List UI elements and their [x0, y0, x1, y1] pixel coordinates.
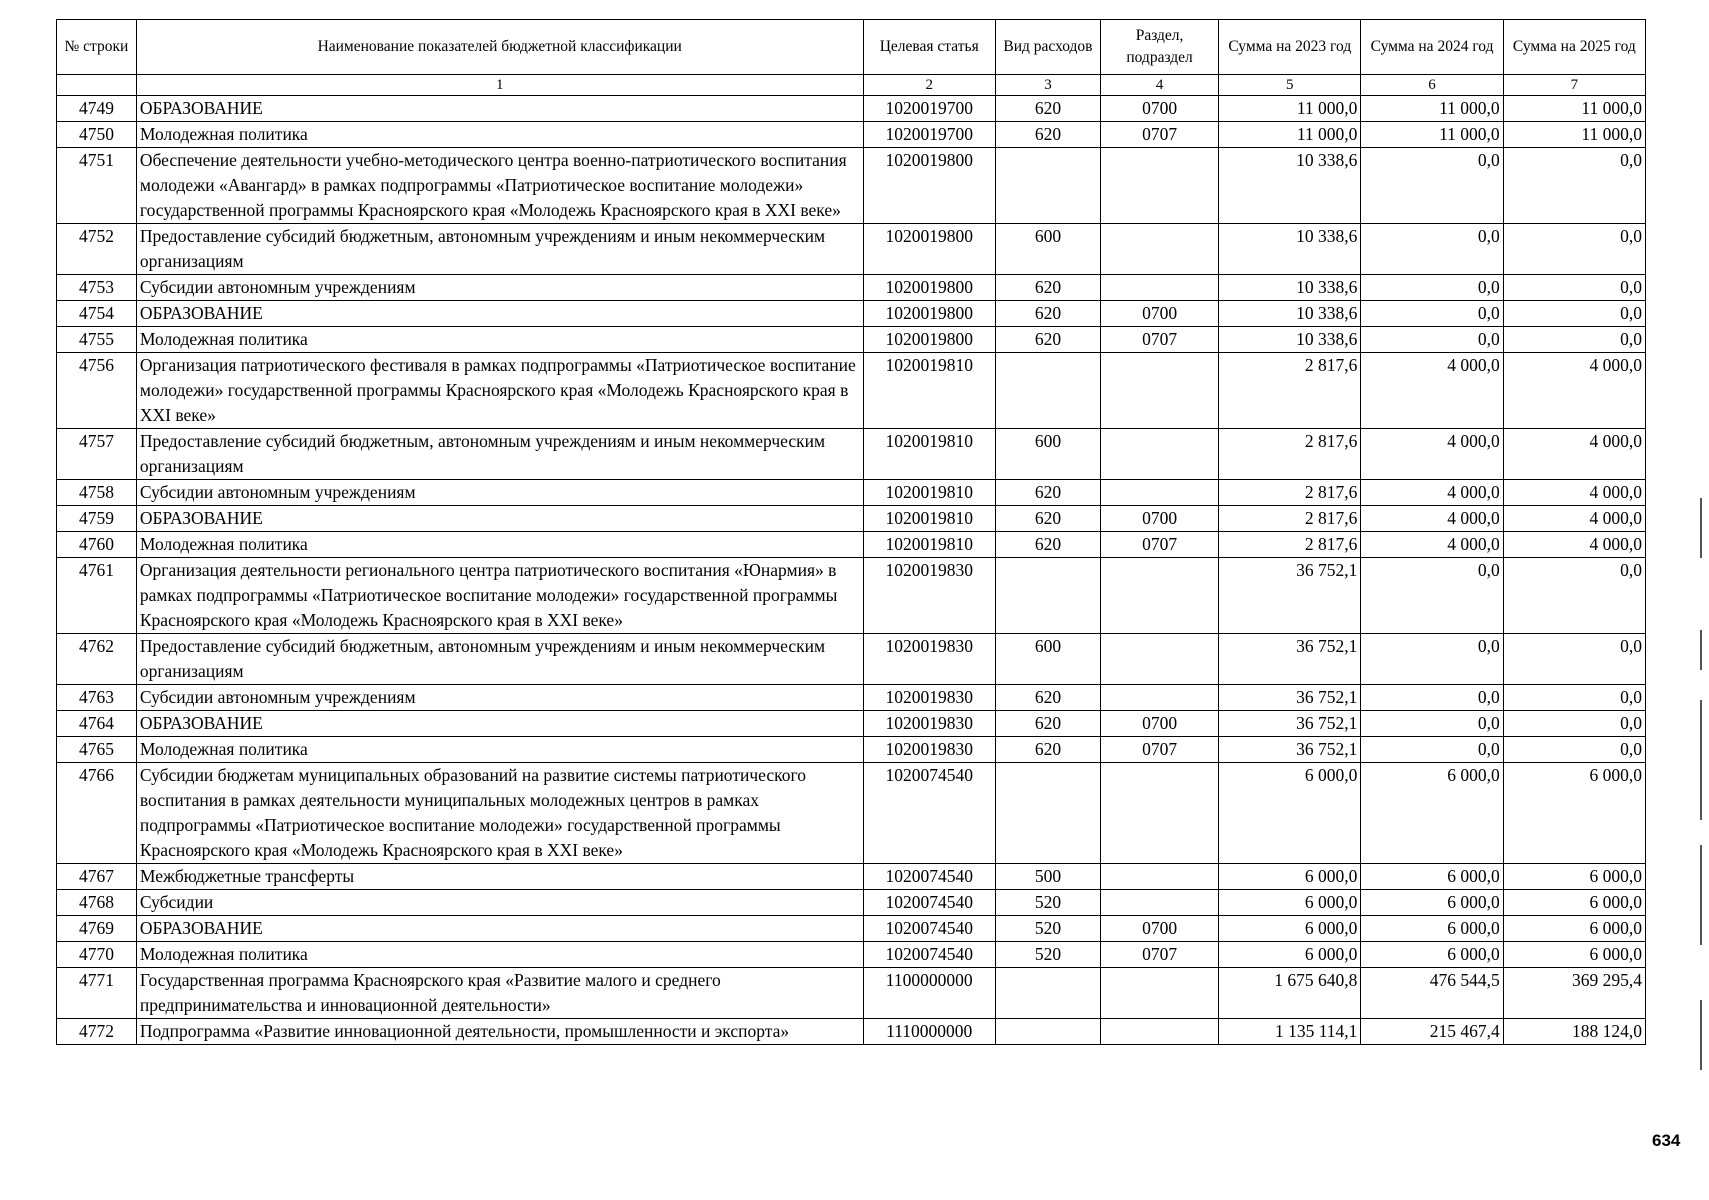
- header-name: Наименование показателей бюджетной классификации: [136, 20, 863, 75]
- table-row: [57, 506, 1646, 532]
- cell-expense-type: 500: [995, 864, 1100, 890]
- cell-target: 1020074540: [863, 890, 995, 916]
- cell-section: [1100, 634, 1218, 685]
- scan-margin-mark: [1700, 845, 1702, 945]
- cell-expense-type: 620: [995, 532, 1100, 558]
- cell-target: 1020019800: [863, 301, 995, 327]
- cell-name: ОБРАЗОВАНИЕ: [136, 916, 863, 942]
- cell-sum-2024: 0,0: [1361, 558, 1503, 634]
- cell-sum-2023: 36 752,1: [1219, 711, 1361, 737]
- cell-sum-2024: 11 000,0: [1361, 96, 1503, 122]
- cell-sum-2024: 0,0: [1361, 224, 1503, 275]
- cell-sum-2025: 11 000,0: [1503, 96, 1645, 122]
- table-row: [57, 301, 1646, 327]
- cell-sum-2025: 0,0: [1503, 224, 1645, 275]
- cell-target: 1020019800: [863, 327, 995, 353]
- cell-sum-2025: 4 000,0: [1503, 532, 1645, 558]
- cell-name: Предоставление субсидий бюджетным, автономным учреждениям и иным некоммерческим организациям: [136, 224, 863, 275]
- cell-expense-type: 620: [995, 685, 1100, 711]
- table-row: [57, 634, 1646, 685]
- cell-name: Субсидии автономным учреждениям: [136, 480, 863, 506]
- cell-name: Обеспечение деятельности учебно-методического центра военно-патриотического воспитания молодежи «Авангард» в рамках подпрограммы «Патриотическое воспитание молодежи» государственной программы Красноярского края «Молодежь Красноярского края в XXI веке»: [136, 148, 863, 224]
- cell-target: 1020074540: [863, 864, 995, 890]
- cell-sum-2023: 6 000,0: [1219, 890, 1361, 916]
- table-row: [57, 558, 1646, 634]
- cell-expense-type: [995, 1019, 1100, 1045]
- cell-sum-2025: 0,0: [1503, 275, 1645, 301]
- cell-name: Молодежная политика: [136, 122, 863, 148]
- cell-target: 1020019830: [863, 737, 995, 763]
- cell-sum-2025: 4 000,0: [1503, 353, 1645, 429]
- cell-sum-2025: 0,0: [1503, 148, 1645, 224]
- cell-name: ОБРАЗОВАНИЕ: [136, 301, 863, 327]
- cell-sum-2023: 6 000,0: [1219, 763, 1361, 864]
- cell-sum-2025: 11 000,0: [1503, 122, 1645, 148]
- cell-section: [1100, 968, 1218, 1019]
- scan-margin-mark: [1700, 700, 1702, 820]
- cell-row-no: 4772: [57, 1019, 137, 1045]
- cell-sum-2025: 0,0: [1503, 634, 1645, 685]
- header-sum-2024: Сумма на 2024 год: [1361, 20, 1503, 75]
- table-row: [57, 224, 1646, 275]
- cell-section: [1100, 429, 1218, 480]
- cell-row-no: 4749: [57, 96, 137, 122]
- cell-expense-type: 600: [995, 634, 1100, 685]
- cell-expense-type: 600: [995, 224, 1100, 275]
- cell-section: [1100, 224, 1218, 275]
- column-number: 2: [863, 75, 995, 96]
- cell-sum-2023: 10 338,6: [1219, 327, 1361, 353]
- cell-expense-type: 620: [995, 327, 1100, 353]
- cell-target: 1020019830: [863, 711, 995, 737]
- cell-target: 1110000000: [863, 1019, 995, 1045]
- cell-name: ОБРАЗОВАНИЕ: [136, 506, 863, 532]
- cell-sum-2023: 6 000,0: [1219, 916, 1361, 942]
- cell-target: 1020074540: [863, 763, 995, 864]
- cell-target: 1020074540: [863, 942, 995, 968]
- cell-sum-2023: 36 752,1: [1219, 558, 1361, 634]
- cell-sum-2025: 0,0: [1503, 685, 1645, 711]
- cell-row-no: 4751: [57, 148, 137, 224]
- cell-sum-2024: 4 000,0: [1361, 429, 1503, 480]
- page-number: 634: [1652, 1131, 1681, 1150]
- cell-sum-2024: 0,0: [1361, 327, 1503, 353]
- column-number: 6: [1361, 75, 1503, 96]
- header-row: [57, 20, 1646, 75]
- cell-sum-2025: 6 000,0: [1503, 864, 1645, 890]
- cell-sum-2024: 476 544,5: [1361, 968, 1503, 1019]
- cell-expense-type: 520: [995, 890, 1100, 916]
- column-number-row: [57, 75, 1646, 96]
- cell-sum-2024: 0,0: [1361, 148, 1503, 224]
- cell-row-no: 4753: [57, 275, 137, 301]
- cell-row-no: 4767: [57, 864, 137, 890]
- cell-sum-2023: 10 338,6: [1219, 224, 1361, 275]
- cell-name: Межбюджетные трансферты: [136, 864, 863, 890]
- cell-section: 0700: [1100, 96, 1218, 122]
- cell-section: 0707: [1100, 327, 1218, 353]
- cell-expense-type: 520: [995, 942, 1100, 968]
- table-row: [57, 942, 1646, 968]
- cell-sum-2025: 0,0: [1503, 558, 1645, 634]
- cell-name: Молодежная политика: [136, 327, 863, 353]
- cell-target: 1020019830: [863, 558, 995, 634]
- cell-target: 1020019700: [863, 96, 995, 122]
- cell-sum-2023: 10 338,6: [1219, 275, 1361, 301]
- cell-target: 1020019810: [863, 480, 995, 506]
- cell-sum-2024: 0,0: [1361, 275, 1503, 301]
- cell-row-no: 4759: [57, 506, 137, 532]
- cell-sum-2024: 215 467,4: [1361, 1019, 1503, 1045]
- cell-target: 1020019810: [863, 353, 995, 429]
- cell-row-no: 4760: [57, 532, 137, 558]
- cell-sum-2024: 4 000,0: [1361, 353, 1503, 429]
- cell-expense-type: 620: [995, 711, 1100, 737]
- column-number: [57, 75, 137, 96]
- cell-name: Предоставление субсидий бюджетным, автономным учреждениям и иным некоммерческим организациям: [136, 429, 863, 480]
- cell-target: 1020019830: [863, 685, 995, 711]
- header-target: Целевая статья: [863, 20, 995, 75]
- cell-sum-2025: 6 000,0: [1503, 763, 1645, 864]
- cell-expense-type: [995, 148, 1100, 224]
- cell-sum-2024: 0,0: [1361, 634, 1503, 685]
- column-number: 1: [136, 75, 863, 96]
- cell-row-no: 4762: [57, 634, 137, 685]
- scan-margin-mark: [1700, 498, 1702, 558]
- cell-sum-2024: 11 000,0: [1361, 122, 1503, 148]
- column-number: 5: [1219, 75, 1361, 96]
- cell-sum-2023: 10 338,6: [1219, 148, 1361, 224]
- cell-name: Молодежная политика: [136, 532, 863, 558]
- cell-section: 0700: [1100, 711, 1218, 737]
- cell-name: ОБРАЗОВАНИЕ: [136, 96, 863, 122]
- cell-name: Молодежная политика: [136, 737, 863, 763]
- cell-expense-type: 620: [995, 96, 1100, 122]
- cell-section: [1100, 148, 1218, 224]
- scan-margin-mark: [1700, 1000, 1702, 1070]
- cell-name: Субсидии автономным учреждениям: [136, 685, 863, 711]
- cell-row-no: 4771: [57, 968, 137, 1019]
- cell-target: 1020019810: [863, 532, 995, 558]
- cell-row-no: 4756: [57, 353, 137, 429]
- table-row: [57, 685, 1646, 711]
- cell-section: [1100, 480, 1218, 506]
- cell-sum-2023: 11 000,0: [1219, 96, 1361, 122]
- cell-row-no: 4769: [57, 916, 137, 942]
- cell-expense-type: [995, 968, 1100, 1019]
- scan-margin-mark: [1700, 630, 1702, 670]
- table-row: [57, 968, 1646, 1019]
- cell-sum-2023: 10 338,6: [1219, 301, 1361, 327]
- cell-sum-2024: 6 000,0: [1361, 890, 1503, 916]
- column-number: 7: [1503, 75, 1645, 96]
- cell-expense-type: 520: [995, 916, 1100, 942]
- table-row: [57, 1019, 1646, 1045]
- cell-row-no: 4765: [57, 737, 137, 763]
- cell-name: Предоставление субсидий бюджетным, автономным учреждениям и иным некоммерческим организациям: [136, 634, 863, 685]
- cell-row-no: 4757: [57, 429, 137, 480]
- cell-expense-type: 620: [995, 480, 1100, 506]
- cell-sum-2025: 0,0: [1503, 711, 1645, 737]
- cell-sum-2023: 36 752,1: [1219, 737, 1361, 763]
- cell-sum-2024: 6 000,0: [1361, 942, 1503, 968]
- cell-target: 1020019810: [863, 429, 995, 480]
- cell-sum-2024: 4 000,0: [1361, 506, 1503, 532]
- cell-row-no: 4770: [57, 942, 137, 968]
- table-row: [57, 890, 1646, 916]
- cell-sum-2024: 0,0: [1361, 737, 1503, 763]
- cell-sum-2024: 0,0: [1361, 685, 1503, 711]
- column-number: 3: [995, 75, 1100, 96]
- cell-row-no: 4758: [57, 480, 137, 506]
- table-row: [57, 327, 1646, 353]
- cell-name: Молодежная политика: [136, 942, 863, 968]
- cell-sum-2023: 2 817,6: [1219, 480, 1361, 506]
- cell-row-no: 4761: [57, 558, 137, 634]
- cell-sum-2023: 36 752,1: [1219, 634, 1361, 685]
- cell-sum-2023: 1 675 640,8: [1219, 968, 1361, 1019]
- cell-target: 1020019800: [863, 224, 995, 275]
- cell-sum-2025: 188 124,0: [1503, 1019, 1645, 1045]
- cell-sum-2025: 4 000,0: [1503, 429, 1645, 480]
- header-row-no: № строки: [57, 20, 137, 75]
- cell-target: 1020019700: [863, 122, 995, 148]
- cell-row-no: 4766: [57, 763, 137, 864]
- cell-target: 1020019830: [863, 634, 995, 685]
- table-row: [57, 429, 1646, 480]
- cell-expense-type: 620: [995, 275, 1100, 301]
- table-row: [57, 480, 1646, 506]
- cell-sum-2024: 0,0: [1361, 301, 1503, 327]
- cell-target: 1020019800: [863, 148, 995, 224]
- cell-section: 0707: [1100, 122, 1218, 148]
- cell-sum-2023: 11 000,0: [1219, 122, 1361, 148]
- cell-expense-type: 620: [995, 506, 1100, 532]
- header-section: Раздел, подраздел: [1100, 20, 1218, 75]
- cell-name: ОБРАЗОВАНИЕ: [136, 711, 863, 737]
- table-row: [57, 96, 1646, 122]
- cell-sum-2024: 0,0: [1361, 711, 1503, 737]
- cell-sum-2023: 36 752,1: [1219, 685, 1361, 711]
- cell-section: [1100, 890, 1218, 916]
- cell-sum-2023: 2 817,6: [1219, 506, 1361, 532]
- cell-name: Субсидии бюджетам муниципальных образований на развитие системы патриотического воспитания в рамках деятельности муниципальных молодежных центров в рамках подпрограммы «Патриотическое воспитание молодежи» государственной программы Красноярского края «Молодежь Красноярского края в XXI веке»: [136, 763, 863, 864]
- cell-row-no: 4755: [57, 327, 137, 353]
- cell-name: Субсидии: [136, 890, 863, 916]
- cell-sum-2025: 6 000,0: [1503, 890, 1645, 916]
- cell-target: 1020019800: [863, 275, 995, 301]
- cell-row-no: 4752: [57, 224, 137, 275]
- cell-row-no: 4764: [57, 711, 137, 737]
- cell-sum-2025: 4 000,0: [1503, 480, 1645, 506]
- cell-section: [1100, 558, 1218, 634]
- cell-section: 0700: [1100, 506, 1218, 532]
- header-expense-type: Вид расходов: [995, 20, 1100, 75]
- cell-sum-2023: 6 000,0: [1219, 942, 1361, 968]
- cell-sum-2025: 0,0: [1503, 327, 1645, 353]
- table-row: [57, 275, 1646, 301]
- cell-sum-2025: 4 000,0: [1503, 506, 1645, 532]
- table-row: [57, 148, 1646, 224]
- cell-section: [1100, 1019, 1218, 1045]
- cell-row-no: 4763: [57, 685, 137, 711]
- cell-section: 0707: [1100, 942, 1218, 968]
- cell-sum-2023: 6 000,0: [1219, 864, 1361, 890]
- cell-name: Организация деятельности регионального центра патриотического воспитания «Юнармия» в рамках подпрограммы «Патриотическое воспитание молодежи» государственной программы Красноярского края «Молодежь Красноярского края в XXI веке»: [136, 558, 863, 634]
- cell-sum-2024: 4 000,0: [1361, 532, 1503, 558]
- cell-expense-type: [995, 763, 1100, 864]
- cell-section: 0700: [1100, 916, 1218, 942]
- cell-section: 0707: [1100, 532, 1218, 558]
- cell-row-no: 4768: [57, 890, 137, 916]
- table-row: [57, 122, 1646, 148]
- cell-expense-type: 620: [995, 122, 1100, 148]
- header-sum-2023: Сумма на 2023 год: [1219, 20, 1361, 75]
- header-sum-2025: Сумма на 2025 год: [1503, 20, 1645, 75]
- cell-name: Подпрограмма «Развитие инновационной деятельности, промышленности и экспорта»: [136, 1019, 863, 1045]
- cell-section: 0707: [1100, 737, 1218, 763]
- cell-sum-2023: 1 135 114,1: [1219, 1019, 1361, 1045]
- cell-name: Государственная программа Красноярского края «Развитие малого и среднего предпринимательства и инновационной деятельности»: [136, 968, 863, 1019]
- cell-expense-type: [995, 558, 1100, 634]
- cell-target: 1020074540: [863, 916, 995, 942]
- cell-sum-2025: 369 295,4: [1503, 968, 1645, 1019]
- table-row: [57, 532, 1646, 558]
- cell-section: [1100, 685, 1218, 711]
- table-row: [57, 737, 1646, 763]
- cell-sum-2025: 0,0: [1503, 737, 1645, 763]
- cell-sum-2025: 0,0: [1503, 301, 1645, 327]
- cell-sum-2025: 6 000,0: [1503, 942, 1645, 968]
- cell-expense-type: 620: [995, 737, 1100, 763]
- budget-table: [56, 19, 1646, 1045]
- table-row: [57, 916, 1646, 942]
- table-row: [57, 864, 1646, 890]
- cell-section: [1100, 275, 1218, 301]
- cell-section: [1100, 763, 1218, 864]
- table-body: [57, 96, 1646, 1045]
- cell-row-no: 4750: [57, 122, 137, 148]
- cell-section: [1100, 353, 1218, 429]
- cell-sum-2023: 2 817,6: [1219, 353, 1361, 429]
- cell-sum-2024: 4 000,0: [1361, 480, 1503, 506]
- cell-section: [1100, 864, 1218, 890]
- cell-expense-type: 620: [995, 301, 1100, 327]
- cell-sum-2024: 6 000,0: [1361, 916, 1503, 942]
- cell-name: Организация патриотического фестиваля в рамках подпрограммы «Патриотическое воспитание молодежи» государственной программы Красноярского края «Молодежь Красноярского края в XXI веке»: [136, 353, 863, 429]
- cell-sum-2024: 6 000,0: [1361, 763, 1503, 864]
- cell-sum-2025: 6 000,0: [1503, 916, 1645, 942]
- cell-row-no: 4754: [57, 301, 137, 327]
- cell-target: 1100000000: [863, 968, 995, 1019]
- cell-sum-2023: 2 817,6: [1219, 429, 1361, 480]
- cell-sum-2023: 2 817,6: [1219, 532, 1361, 558]
- cell-section: 0700: [1100, 301, 1218, 327]
- cell-name: Субсидии автономным учреждениям: [136, 275, 863, 301]
- column-number: 4: [1100, 75, 1218, 96]
- cell-expense-type: [995, 353, 1100, 429]
- cell-target: 1020019810: [863, 506, 995, 532]
- cell-sum-2024: 6 000,0: [1361, 864, 1503, 890]
- table-row: [57, 353, 1646, 429]
- cell-expense-type: 600: [995, 429, 1100, 480]
- table-row: [57, 711, 1646, 737]
- table-row: [57, 763, 1646, 864]
